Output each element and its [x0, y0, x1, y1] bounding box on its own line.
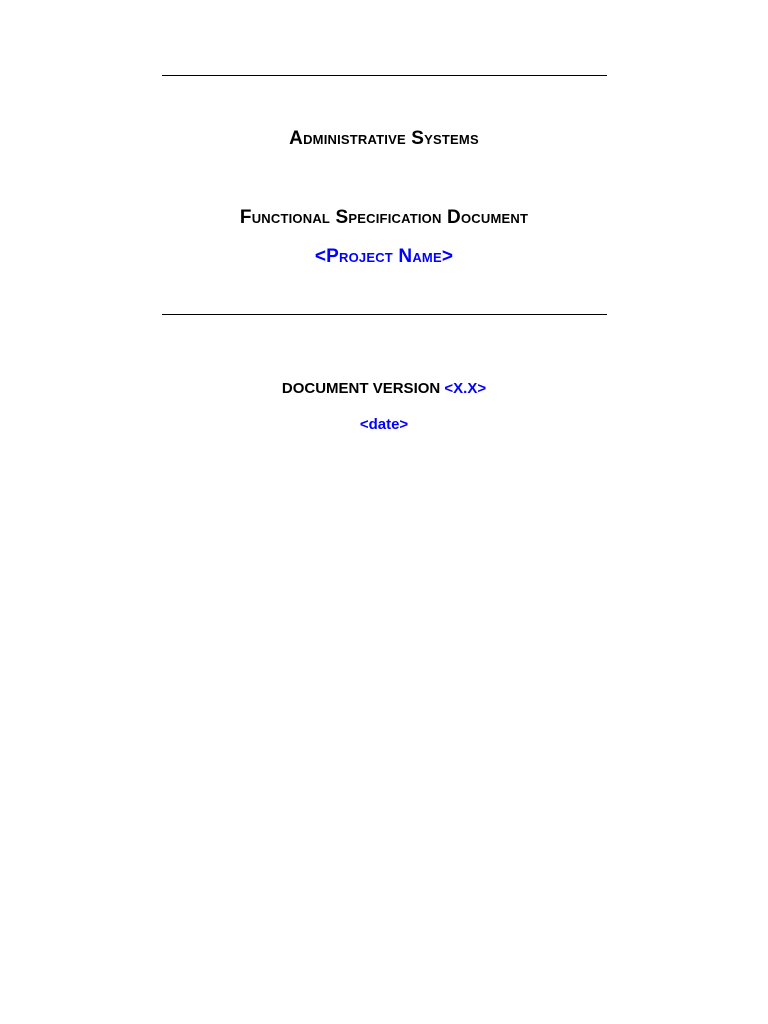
top-horizontal-rule: [162, 75, 607, 76]
document-version-line: [0, 380, 768, 397]
document-date-placeholder: <date>: [359, 416, 409, 433]
document-version-value: <X.X>: [444, 380, 487, 397]
document-type-heading: Functional Specification Document: [239, 207, 529, 228]
document-version-label: DOCUMENT VERSION: [281, 380, 441, 397]
bottom-horizontal-rule: [162, 314, 607, 315]
organization-heading: Administrative Systems: [289, 128, 479, 149]
project-name-placeholder: <Project Name>: [314, 246, 454, 267]
